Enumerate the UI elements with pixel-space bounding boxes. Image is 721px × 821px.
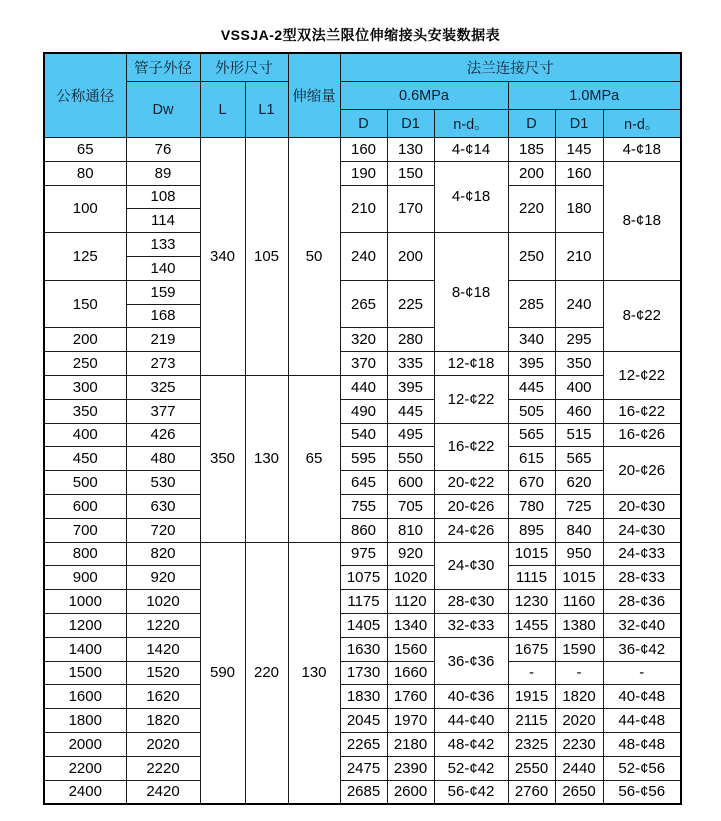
- table-cell: 130: [245, 375, 288, 542]
- table-cell: 1220: [126, 613, 200, 637]
- table-cell: 2230: [555, 732, 603, 756]
- table-cell: 335: [387, 352, 434, 376]
- table-cell: 1915: [508, 685, 555, 709]
- table-cell: 133: [126, 233, 200, 257]
- table-cell: 395: [387, 375, 434, 399]
- table-cell: 210: [555, 233, 603, 281]
- table-cell: 20-¢26: [434, 494, 508, 518]
- data-table: [43, 52, 682, 805]
- table-cell: 645: [340, 471, 387, 495]
- table-cell: 370: [340, 352, 387, 376]
- table-cell: -: [555, 661, 603, 685]
- table-header: [44, 53, 681, 138]
- column-header: n-d。: [434, 110, 508, 138]
- table-cell: 530: [126, 471, 200, 495]
- table-cell: 480: [126, 447, 200, 471]
- table-cell: 800: [44, 542, 126, 566]
- table-row: [44, 542, 681, 566]
- table-cell: 1340: [387, 613, 434, 637]
- table-cell: 755: [340, 494, 387, 518]
- column-header: L1: [245, 82, 288, 138]
- header-row: [44, 82, 681, 110]
- table-cell: 540: [340, 423, 387, 447]
- table-cell: 725: [555, 494, 603, 518]
- table-cell: 1630: [340, 637, 387, 661]
- table-cell: 615: [508, 447, 555, 471]
- table-row: [44, 138, 681, 162]
- table-cell: 2760: [508, 780, 555, 804]
- table-cell: 590: [200, 542, 245, 804]
- table-row: [44, 423, 681, 447]
- table-cell: 2440: [555, 756, 603, 780]
- table-cell: 1820: [126, 709, 200, 733]
- table-cell: 500: [44, 471, 126, 495]
- table-cell: 20-¢22: [434, 471, 508, 495]
- column-header: Dw: [126, 82, 200, 138]
- table-cell: 220: [508, 185, 555, 233]
- table-cell: 1230: [508, 590, 555, 614]
- table-cell: 1820: [555, 685, 603, 709]
- table-cell: 50: [288, 138, 340, 376]
- table-cell: 114: [126, 209, 200, 233]
- column-header: 伸缩量: [288, 53, 340, 138]
- table-cell: 1520: [126, 661, 200, 685]
- table-cell: 225: [387, 280, 434, 328]
- table-cell: 975: [340, 542, 387, 566]
- table-cell: 24-¢33: [603, 542, 681, 566]
- table-cell: 550: [387, 447, 434, 471]
- table-cell: 2390: [387, 756, 434, 780]
- column-header: 公称通径: [44, 53, 126, 138]
- table-cell: 250: [508, 233, 555, 281]
- table-row: [44, 447, 681, 471]
- table-cell: 273: [126, 352, 200, 376]
- table-cell: 4-¢14: [434, 138, 508, 162]
- table-cell: 1000: [44, 590, 126, 614]
- column-header: D1: [555, 110, 603, 138]
- table-cell: 1760: [387, 685, 434, 709]
- table-cell: 295: [555, 328, 603, 352]
- table-cell: 340: [200, 138, 245, 376]
- table-cell: 12-¢22: [434, 375, 508, 423]
- column-header: L: [200, 82, 245, 138]
- table-cell: 20-¢26: [603, 447, 681, 495]
- table-cell: 2550: [508, 756, 555, 780]
- table-cell: 220: [245, 542, 288, 804]
- table-cell: 600: [387, 471, 434, 495]
- table-cell: 12-¢22: [603, 352, 681, 400]
- table-cell: 1400: [44, 637, 126, 661]
- table-cell: 1020: [387, 566, 434, 590]
- table-cell: 44-¢40: [434, 709, 508, 733]
- table-row: [44, 613, 681, 637]
- table-cell: 16-¢22: [434, 423, 508, 471]
- table-cell: 65: [288, 375, 340, 542]
- table-cell: 2420: [126, 780, 200, 804]
- table-cell: 1500: [44, 661, 126, 685]
- table-cell: 80: [44, 161, 126, 185]
- table-cell: 280: [387, 328, 434, 352]
- table-cell: 130: [387, 138, 434, 162]
- table-row: [44, 780, 681, 804]
- table-cell: 159: [126, 280, 200, 304]
- table-cell: 950: [555, 542, 603, 566]
- table-cell: 56-¢56: [603, 780, 681, 804]
- table-row: [44, 233, 681, 257]
- table-cell: 89: [126, 161, 200, 185]
- table-cell: 820: [126, 542, 200, 566]
- table-cell: 1970: [387, 709, 434, 733]
- table-cell: 1405: [340, 613, 387, 637]
- table-row: [44, 709, 681, 733]
- page-title: VSSJA-2型双法兰限位伸缩接头安装数据表: [220, 27, 501, 43]
- table-cell: 495: [387, 423, 434, 447]
- table-cell: 1175: [340, 590, 387, 614]
- table-cell: 200: [387, 233, 434, 281]
- table-cell: 1120: [387, 590, 434, 614]
- table-cell: 2200: [44, 756, 126, 780]
- table-cell: 150: [44, 280, 126, 328]
- table-cell: 36-¢42: [603, 637, 681, 661]
- table-cell: 8-¢18: [603, 161, 681, 280]
- table-cell: 400: [555, 375, 603, 399]
- table-cell: 36-¢36: [434, 637, 508, 685]
- table-cell: 320: [340, 328, 387, 352]
- table-cell: 1075: [340, 566, 387, 590]
- table-cell: 490: [340, 399, 387, 423]
- table-cell: 860: [340, 518, 387, 542]
- table-cell: 1830: [340, 685, 387, 709]
- table-cell: 2400: [44, 780, 126, 804]
- table-row: [44, 566, 681, 590]
- table-cell: 2000: [44, 732, 126, 756]
- table-row: [44, 161, 681, 185]
- table-cell: 445: [387, 399, 434, 423]
- column-header: D1: [387, 110, 434, 138]
- table-cell: 350: [44, 399, 126, 423]
- table-cell: 76: [126, 138, 200, 162]
- table-cell: 24-¢30: [434, 542, 508, 590]
- table-body: [44, 138, 681, 805]
- table-cell: 2265: [340, 732, 387, 756]
- header-row: [44, 53, 681, 82]
- table-row: [44, 352, 681, 376]
- table-cell: 900: [44, 566, 126, 590]
- table-cell: 145: [555, 138, 603, 162]
- table-cell: 48-¢42: [434, 732, 508, 756]
- table-cell: 1015: [508, 542, 555, 566]
- table-cell: 840: [555, 518, 603, 542]
- table-cell: 920: [126, 566, 200, 590]
- table-cell: 185: [508, 138, 555, 162]
- column-header: 1.0MPa: [508, 82, 681, 110]
- table-cell: 8-¢22: [603, 280, 681, 351]
- table-cell: 2475: [340, 756, 387, 780]
- table-cell: 515: [555, 423, 603, 447]
- table-cell: 505: [508, 399, 555, 423]
- table-cell: 1380: [555, 613, 603, 637]
- table-cell: 1115: [508, 566, 555, 590]
- table-cell: 240: [340, 233, 387, 281]
- table-cell: 300: [44, 375, 126, 399]
- column-header: 管子外径: [126, 53, 200, 82]
- table-cell: 100: [44, 185, 126, 233]
- table-cell: 160: [555, 161, 603, 185]
- table-cell: 426: [126, 423, 200, 447]
- table-cell: 2020: [555, 709, 603, 733]
- table-cell: 2325: [508, 732, 555, 756]
- table-cell: 1600: [44, 685, 126, 709]
- table-cell: 32-¢33: [434, 613, 508, 637]
- table-cell: 210: [340, 185, 387, 233]
- table-cell: 377: [126, 399, 200, 423]
- table-cell: 1620: [126, 685, 200, 709]
- table-cell: 2180: [387, 732, 434, 756]
- table-cell: 1455: [508, 613, 555, 637]
- table-cell: 219: [126, 328, 200, 352]
- table-cell: 1590: [555, 637, 603, 661]
- table-cell: 125: [44, 233, 126, 281]
- column-header: n-d。: [603, 110, 681, 138]
- table-cell: 595: [340, 447, 387, 471]
- table-cell: 190: [340, 161, 387, 185]
- table-row: [44, 494, 681, 518]
- table-cell: 445: [508, 375, 555, 399]
- table-cell: 200: [44, 328, 126, 352]
- table-cell: 12-¢18: [434, 352, 508, 376]
- table-cell: 670: [508, 471, 555, 495]
- table-cell: 440: [340, 375, 387, 399]
- table-cell: 2220: [126, 756, 200, 780]
- table-row: [44, 399, 681, 423]
- table-cell: 325: [126, 375, 200, 399]
- table-cell: 180: [555, 185, 603, 233]
- table-cell: 48-¢48: [603, 732, 681, 756]
- table-cell: 160: [340, 138, 387, 162]
- table-cell: 395: [508, 352, 555, 376]
- column-header: 法兰连接尺寸: [340, 53, 681, 82]
- table-cell: 16-¢22: [603, 399, 681, 423]
- table-cell: -: [603, 661, 681, 685]
- table-cell: 32-¢40: [603, 613, 681, 637]
- table-row: [44, 471, 681, 495]
- table-cell: 1420: [126, 637, 200, 661]
- table-row: [44, 637, 681, 661]
- table-cell: 56-¢42: [434, 780, 508, 804]
- table-cell: 240: [555, 280, 603, 328]
- table-row: [44, 328, 681, 352]
- table-cell: 1015: [555, 566, 603, 590]
- table-cell: 1730: [340, 661, 387, 685]
- table-cell: 2600: [387, 780, 434, 804]
- table-cell: 40-¢36: [434, 685, 508, 709]
- table-cell: 1660: [387, 661, 434, 685]
- table-cell: 44-¢48: [603, 709, 681, 733]
- table-cell: 350: [555, 352, 603, 376]
- table-cell: 28-¢36: [603, 590, 681, 614]
- column-header: D: [340, 110, 387, 138]
- table-cell: 450: [44, 447, 126, 471]
- table-cell: 250: [44, 352, 126, 376]
- table-cell: 170: [387, 185, 434, 233]
- table-cell: 350: [200, 375, 245, 542]
- table-cell: -: [508, 661, 555, 685]
- table-cell: 565: [555, 447, 603, 471]
- table-cell: 2020: [126, 732, 200, 756]
- column-header: D: [508, 110, 555, 138]
- table-row: [44, 685, 681, 709]
- column-header: 0.6MPa: [340, 82, 508, 110]
- table-cell: 1160: [555, 590, 603, 614]
- table-cell: 1020: [126, 590, 200, 614]
- table-cell: 24-¢30: [603, 518, 681, 542]
- table-cell: 20-¢30: [603, 494, 681, 518]
- table-cell: 28-¢30: [434, 590, 508, 614]
- table-cell: 168: [126, 304, 200, 328]
- table-cell: 810: [387, 518, 434, 542]
- table-cell: 720: [126, 518, 200, 542]
- table-row: [44, 185, 681, 209]
- table-cell: 130: [288, 542, 340, 804]
- table-cell: 565: [508, 423, 555, 447]
- table-cell: 105: [245, 138, 288, 376]
- table-cell: 200: [508, 161, 555, 185]
- table-cell: 920: [387, 542, 434, 566]
- table-cell: 400: [44, 423, 126, 447]
- column-header: 外形尺寸: [200, 53, 288, 82]
- table-cell: 780: [508, 494, 555, 518]
- table-cell: 2650: [555, 780, 603, 804]
- table-cell: 460: [555, 399, 603, 423]
- table-cell: 4-¢18: [603, 138, 681, 162]
- table-cell: 265: [340, 280, 387, 328]
- table-row: [44, 756, 681, 780]
- table-cell: 705: [387, 494, 434, 518]
- table-cell: 24-¢26: [434, 518, 508, 542]
- table-row: [44, 732, 681, 756]
- table-cell: 2115: [508, 709, 555, 733]
- table-row: [44, 661, 681, 685]
- table-cell: 40-¢48: [603, 685, 681, 709]
- table-cell: 2045: [340, 709, 387, 733]
- table-cell: 285: [508, 280, 555, 328]
- table-cell: 140: [126, 256, 200, 280]
- table-cell: 600: [44, 494, 126, 518]
- table-cell: 620: [555, 471, 603, 495]
- table-cell: 1560: [387, 637, 434, 661]
- table-cell: 65: [44, 138, 126, 162]
- table-cell: 150: [387, 161, 434, 185]
- table-row: [44, 590, 681, 614]
- table-cell: 4-¢18: [434, 161, 508, 232]
- table-row: [44, 375, 681, 399]
- table-cell: 8-¢18: [434, 233, 508, 352]
- table-cell: 340: [508, 328, 555, 352]
- table-cell: 52-¢42: [434, 756, 508, 780]
- table-cell: 1200: [44, 613, 126, 637]
- table-cell: 52-¢56: [603, 756, 681, 780]
- table-row: [44, 280, 681, 304]
- table-row: [44, 518, 681, 542]
- table-cell: 630: [126, 494, 200, 518]
- table-cell: 700: [44, 518, 126, 542]
- table-cell: 1800: [44, 709, 126, 733]
- table-cell: 1675: [508, 637, 555, 661]
- table-cell: 28-¢33: [603, 566, 681, 590]
- table-cell: 2685: [340, 780, 387, 804]
- table-cell: 895: [508, 518, 555, 542]
- table-cell: 108: [126, 185, 200, 209]
- table-cell: 16-¢26: [603, 423, 681, 447]
